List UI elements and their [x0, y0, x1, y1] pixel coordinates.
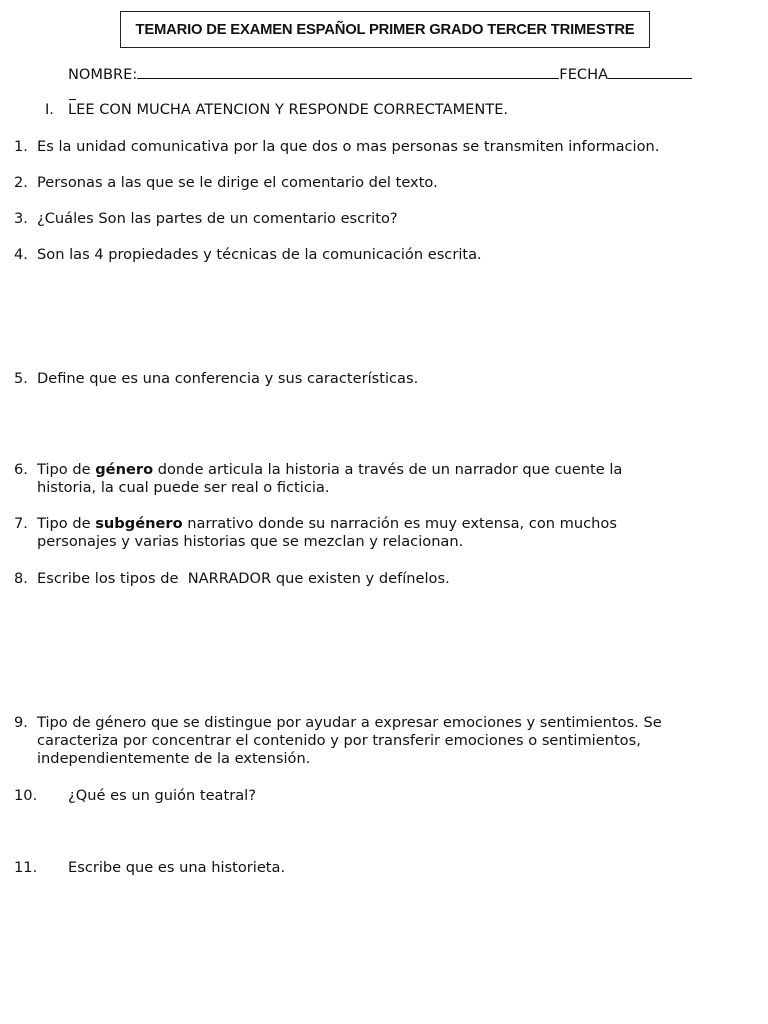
question-6-text-before: Tipo de — [37, 461, 96, 478]
question-3-text: ¿Cuáles Son las partes de un comentario escrito? — [37, 210, 398, 227]
question-8-text: Escribe los tipos de NARRADOR que existen y defínelos. — [37, 570, 450, 587]
question-1-text: Es la unidad comunicativa por la que dos o mas personas se transmiten informacion. — [37, 138, 660, 155]
question-6-keyword: género — [95, 461, 154, 478]
question-9-number: 9. — [14, 714, 28, 731]
question-4-number: 4. — [14, 246, 28, 263]
question-10-text: ¿Qué es un guión teatral? — [68, 787, 256, 804]
question-6-text-after: donde articula la historia a través de un narrador que cuente la historia, la cual puede ser real o ficticia. — [37, 461, 623, 496]
question-10-number: 10. — [14, 787, 38, 804]
question-4-text: Son las 4 propiedades y técnicas de la comunicación escrita. — [37, 246, 482, 263]
question-7-text-after: narrativo donde su narración es muy extensa, con muchos personajes y varias historias que se mezclan y relacionan. — [37, 515, 617, 550]
section-numeral: I. — [45, 101, 54, 118]
question-5-text: Define que es una conferencia y sus características. — [37, 370, 419, 387]
question-6-number: 6. — [14, 461, 28, 478]
question-1-number: 1. — [14, 138, 28, 155]
question-7-number: 7. — [14, 515, 28, 532]
question-7-keyword: subgénero — [95, 515, 183, 532]
question-3-number: 3. — [14, 210, 28, 227]
instruction-first-letter: L — [68, 101, 77, 118]
question-5-number: 5. — [14, 370, 28, 387]
question-7-text-before: Tipo de — [37, 515, 96, 532]
date-blank — [608, 65, 692, 79]
question-7-text — [37, 515, 657, 551]
student-info-line — [68, 65, 692, 84]
name-label: NOMBRE: — [68, 66, 138, 83]
section-instruction — [68, 101, 508, 119]
date-label: FECHA — [559, 66, 609, 83]
question-2-text: Personas a las que se le dirige el comentario del texto. — [37, 174, 438, 191]
question-11-number: 11. — [14, 859, 38, 876]
question-6-text — [37, 461, 657, 497]
name-blank — [137, 65, 559, 79]
question-9-text: Tipo de género que se distingue por ayudar a expresar emociones y sentimientos. Se caracteriza por concentrar el contenido y por transferir emociones o sentimientos, independientemente de la extensión. — [37, 714, 662, 767]
exam-title: TEMARIO DE EXAMEN ESPAÑOL PRIMER GRADO TERCER TRIMESTRE — [120, 11, 650, 48]
question-2-number: 2. — [14, 174, 28, 191]
question-8-number: 8. — [14, 570, 28, 587]
question-11-text: Escribe que es una historieta. — [68, 859, 286, 876]
instruction-text: EE CON MUCHA ATENCION Y RESPONDE CORRECTAMENTE. — [76, 101, 509, 118]
